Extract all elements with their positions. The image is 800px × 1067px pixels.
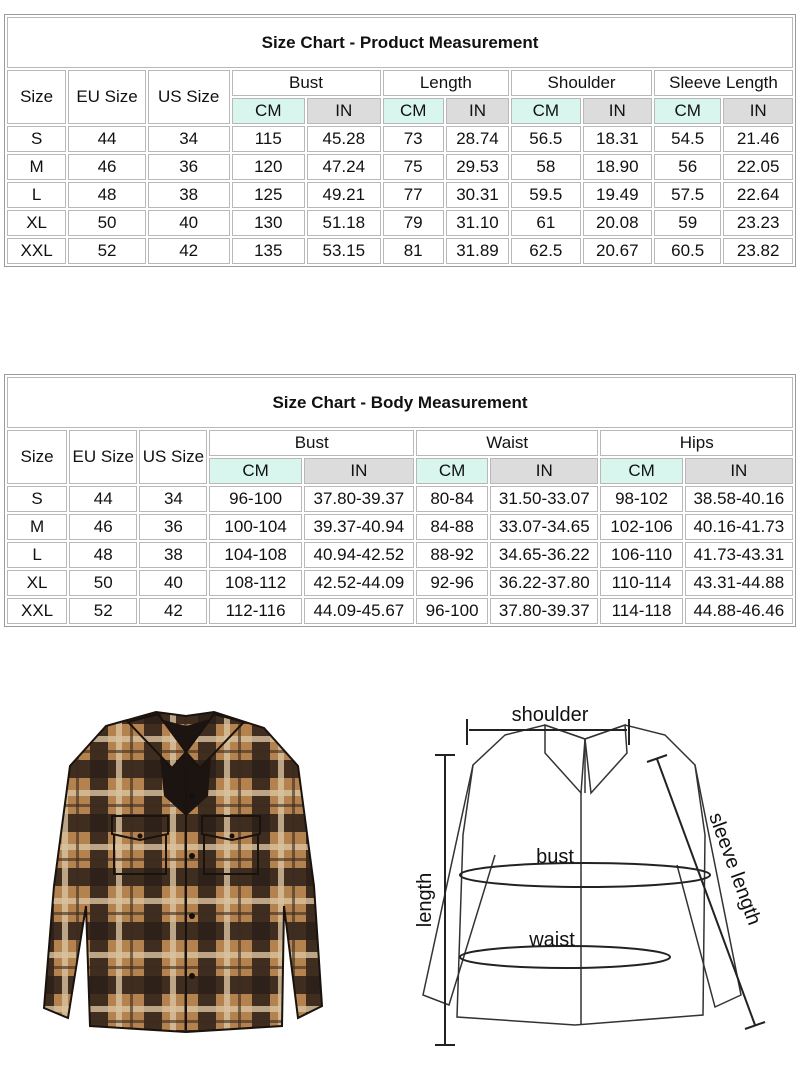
value-cell: 38.58-40.16 <box>685 486 793 512</box>
value-cell: 39.37-40.94 <box>304 514 414 540</box>
table-row <box>7 210 793 236</box>
value-cell: 50 <box>69 570 137 596</box>
value-cell: 84-88 <box>416 514 488 540</box>
value-cell: 22.05 <box>723 154 793 180</box>
value-cell: 56.5 <box>511 126 580 152</box>
us-size-header: US Size <box>148 70 230 124</box>
value-cell: 31.50-33.07 <box>490 486 598 512</box>
shoulder-label: shoulder <box>511 704 589 726</box>
size-cell: L <box>7 542 67 568</box>
unit-in-header: IN <box>307 98 381 124</box>
value-cell: 31.89 <box>446 238 509 264</box>
value-cell: 36.22-37.80 <box>490 570 598 596</box>
value-cell: 48 <box>68 182 146 208</box>
value-cell: 36 <box>148 154 230 180</box>
table-row <box>7 126 793 152</box>
value-cell: 18.90 <box>583 154 652 180</box>
size-cell: M <box>7 154 66 180</box>
value-cell: 88-92 <box>416 542 488 568</box>
value-cell: 20.67 <box>583 238 652 264</box>
value-cell: 40.16-41.73 <box>685 514 793 540</box>
value-cell: 52 <box>68 238 146 264</box>
size-cell: S <box>7 126 66 152</box>
value-cell: 61 <box>511 210 580 236</box>
unit-cm-header: CM <box>209 458 301 484</box>
value-cell: 108-112 <box>209 570 301 596</box>
value-cell: 115 <box>232 126 306 152</box>
unit-in-header: IN <box>583 98 652 124</box>
value-cell: 56 <box>654 154 721 180</box>
size-cell: XL <box>7 210 66 236</box>
value-cell: 96-100 <box>209 486 301 512</box>
sleeve-length-label: sleeve length <box>704 809 766 929</box>
unit-cm-header: CM <box>511 98 580 124</box>
unit-cm-header: CM <box>654 98 721 124</box>
value-cell: 60.5 <box>654 238 721 264</box>
value-cell: 29.53 <box>446 154 509 180</box>
bust-header: Bust <box>232 70 381 96</box>
value-cell: 48 <box>69 542 137 568</box>
length-label: length <box>414 872 436 928</box>
body-chart-body <box>7 486 793 624</box>
value-cell: 40.94-42.52 <box>304 542 414 568</box>
value-cell: 120 <box>232 154 306 180</box>
value-cell: 46 <box>68 154 146 180</box>
table-row <box>7 238 793 264</box>
value-cell: 34 <box>148 126 230 152</box>
value-cell: 104-108 <box>209 542 301 568</box>
product-chart-body <box>7 126 793 264</box>
unit-cm-header: CM <box>232 98 306 124</box>
value-cell: 130 <box>232 210 306 236</box>
value-cell: 42.52-44.09 <box>304 570 414 596</box>
table-row <box>7 570 793 596</box>
value-cell: 21.46 <box>723 126 793 152</box>
value-cell: 33.07-34.65 <box>490 514 598 540</box>
value-cell: 47.24 <box>307 154 381 180</box>
value-cell: 42 <box>148 238 230 264</box>
hips-header: Hips <box>600 430 793 456</box>
value-cell: 38 <box>148 182 230 208</box>
value-cell: 31.10 <box>446 210 509 236</box>
size-header: Size <box>7 430 67 484</box>
value-cell: 19.49 <box>583 182 652 208</box>
us-size-header: US Size <box>139 430 207 484</box>
value-cell: 79 <box>383 210 444 236</box>
body-size-chart <box>4 374 796 627</box>
value-cell: 98-102 <box>600 486 682 512</box>
value-cell: 110-114 <box>600 570 682 596</box>
value-cell: 100-104 <box>209 514 301 540</box>
value-cell: 40 <box>148 210 230 236</box>
value-cell: 114-118 <box>600 598 682 624</box>
size-cell: S <box>7 486 67 512</box>
value-cell: 38 <box>139 542 207 568</box>
value-cell: 96-100 <box>416 598 488 624</box>
waist-header: Waist <box>416 430 598 456</box>
size-cell: M <box>7 514 67 540</box>
size-cell: L <box>7 182 66 208</box>
value-cell: 112-116 <box>209 598 301 624</box>
value-cell: 23.23 <box>723 210 793 236</box>
value-cell: 49.21 <box>307 182 381 208</box>
unit-in-header: IN <box>490 458 598 484</box>
value-cell: 45.28 <box>307 126 381 152</box>
eu-size-header: EU Size <box>69 430 137 484</box>
value-cell: 102-106 <box>600 514 682 540</box>
value-cell: 44 <box>68 126 146 152</box>
value-cell: 42 <box>139 598 207 624</box>
value-cell: 80-84 <box>416 486 488 512</box>
value-cell: 52 <box>69 598 137 624</box>
product-chart-title: Size Chart - Product Measurement <box>7 17 793 68</box>
value-cell: 37.80-39.37 <box>490 598 598 624</box>
waist-label: waist <box>529 929 575 951</box>
table-row <box>7 486 793 512</box>
value-cell: 28.74 <box>446 126 509 152</box>
value-cell: 44.88-46.46 <box>685 598 793 624</box>
value-cell: 81 <box>383 238 444 264</box>
sleeve-length-header: Sleeve Length <box>654 70 793 96</box>
value-cell: 44 <box>69 486 137 512</box>
table-row <box>7 542 793 568</box>
value-cell: 46 <box>69 514 137 540</box>
value-cell: 40 <box>139 570 207 596</box>
value-cell: 30.31 <box>446 182 509 208</box>
value-cell: 106-110 <box>600 542 682 568</box>
value-cell: 73 <box>383 126 444 152</box>
product-size-chart <box>4 14 796 267</box>
value-cell: 54.5 <box>654 126 721 152</box>
size-header: Size <box>7 70 66 124</box>
unit-cm-header: CM <box>383 98 444 124</box>
value-cell: 41.73-43.31 <box>685 542 793 568</box>
body-chart-title: Size Chart - Body Measurement <box>7 377 793 428</box>
value-cell: 50 <box>68 210 146 236</box>
unit-in-header: IN <box>723 98 793 124</box>
value-cell: 37.80-39.37 <box>304 486 414 512</box>
value-cell: 43.31-44.88 <box>685 570 793 596</box>
value-cell: 34.65-36.22 <box>490 542 598 568</box>
value-cell: 135 <box>232 238 306 264</box>
value-cell: 34 <box>139 486 207 512</box>
size-cell: XXL <box>7 238 66 264</box>
bust-label: bust <box>536 846 574 868</box>
size-cell: XXL <box>7 598 67 624</box>
value-cell: 22.64 <box>723 182 793 208</box>
value-cell: 75 <box>383 154 444 180</box>
size-cell: XL <box>7 570 67 596</box>
value-cell: 18.31 <box>583 126 652 152</box>
unit-in-header: IN <box>446 98 509 124</box>
unit-in-header: IN <box>685 458 793 484</box>
unit-cm-header: CM <box>600 458 682 484</box>
unit-in-header: IN <box>304 458 414 484</box>
bust-header: Bust <box>209 430 414 456</box>
shoulder-header: Shoulder <box>511 70 652 96</box>
unit-cm-header: CM <box>416 458 488 484</box>
table-row <box>7 514 793 540</box>
value-cell: 53.15 <box>307 238 381 264</box>
eu-size-header: EU Size <box>68 70 146 124</box>
value-cell: 20.08 <box>583 210 652 236</box>
value-cell: 57.5 <box>654 182 721 208</box>
value-cell: 58 <box>511 154 580 180</box>
plaid-jacket-image <box>36 706 326 1036</box>
bust-measure-line <box>460 863 710 887</box>
value-cell: 23.82 <box>723 238 793 264</box>
value-cell: 36 <box>139 514 207 540</box>
table-row <box>7 598 793 624</box>
measurement-diagram <box>395 695 790 1060</box>
length-header: Length <box>383 70 510 96</box>
table-row <box>7 182 793 208</box>
value-cell: 92-96 <box>416 570 488 596</box>
value-cell: 59.5 <box>511 182 580 208</box>
value-cell: 125 <box>232 182 306 208</box>
table-row <box>7 154 793 180</box>
value-cell: 77 <box>383 182 444 208</box>
value-cell: 59 <box>654 210 721 236</box>
value-cell: 62.5 <box>511 238 580 264</box>
value-cell: 51.18 <box>307 210 381 236</box>
value-cell: 44.09-45.67 <box>304 598 414 624</box>
